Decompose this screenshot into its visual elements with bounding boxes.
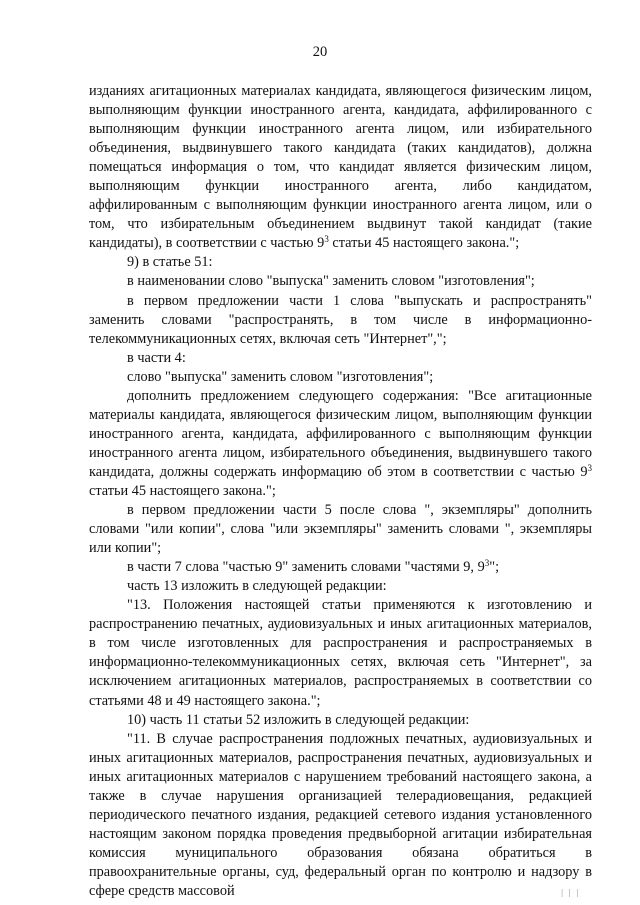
page-number: 20 <box>312 44 328 60</box>
paragraph-part-7 <box>89 558 592 577</box>
paragraph-continuation <box>89 82 592 253</box>
paragraph-part-1: в первом предложении части 1 слова "выпускать и распространять" заменить словами "распространять, в том числе в информационно-телекоммуникационных сетях, включая сеть "Интернет","; <box>89 292 592 347</box>
paragraph-part-5: в первом предложении части 5 после слова ", экземпляры" дополнить словами "или копии", слова "или экземпляры" заменить словами ", экземпляры или копии"; <box>89 502 592 557</box>
paragraph-part-13-intro: часть 13 изложить в следующей редакции: <box>127 578 387 595</box>
paragraph-part-11-text: "11. В случае распространения подложных печатных, аудиовизуальных и иных агитационных материалов, распространения печатных, аудиовизуальных и иных агитационных материалов с нарушением требований настоящего закона, а также в случае нарушения организацией телерадиовещания, редакцией периодического печатного издания, редакцией сетевого издания установленного настоящим законом порядка проведения предвыборной агитации избирательная комиссия муниципального образования обязана обратиться в правоохранительные органы, суд, федеральный орган по контролю и надзору в сфере средств массовой <box>89 730 592 899</box>
paragraph-text: в части 7 слова "частью 9" заменить словами "частями 9, 9 <box>127 559 485 576</box>
paragraph-text: изданиях агитационных материалах кандидата, являющегося физическим лицом, выполняющим функции иностранного агента, кандидата, аффилированного с выполняющим функции иностранного агента лицом, или избирательного объединения, выдвинувшего такого кандидата (таких кандидатов), должна помещаться информация о том, что кандидат является физическим лицом, выполняющим функции иностранного агента, либо кандидатом, аффилированным с выполняющим функции иностранного агента лицом, или о том, что избирательным объединением выдвинут такой кандидат (такие кандидаты), в соответствии с частью 9 <box>89 83 592 252</box>
paragraph-part-4: в части 4: <box>127 349 186 366</box>
paragraph-text-end: статьи 45 настоящего закона."; <box>89 482 276 499</box>
document-body <box>89 82 592 901</box>
item-10-heading: 10) часть 11 статьи 52 изложить в следующей редакции: <box>127 711 470 728</box>
paragraph-text: дополнить предложением следующего содержания: "Все агитационные материалы кандидата, являющегося физическим лицом, выполняющим функции иностранного агента, кандидата, аффилированного с выполняющим функции иностранного агента лицом, избирательного объединения, выдвинувшего такого кандидата, должны содержать информацию об этом в соответствии с частью 9 <box>89 387 592 480</box>
paragraph-word-replace: слово "выпуска" заменить словом "изготовления"; <box>127 368 434 385</box>
superscript: 3 <box>484 558 490 569</box>
paragraph-add-sentence <box>89 387 592 501</box>
superscript: 3 <box>587 462 592 473</box>
paragraph-part-13-text: "13. Положения настоящей статьи применяются к изготовлению и распространению печатных, аудиовизуальных и иных агитационных материалов, в том числе изготовленных для распространения и распространяемых в информационно-телекоммуникационных сетях, включая сеть "Интернет", за исключением агитационных материалов, распространяемых в соответствии со статьями 48 и 49 настоящего закона."; <box>89 597 592 709</box>
item-9-heading: 9) в статье 51: <box>127 254 213 271</box>
corner-mark: | | | <box>561 888 580 897</box>
superscript: 3 <box>324 234 329 245</box>
paragraph-title-change: в наименовании слово "выпуска" заменить словом "изготовления"; <box>127 273 535 290</box>
paragraph-text-end: статьи 45 настоящего закона."; <box>328 235 520 252</box>
paragraph-text-end: "; <box>489 559 500 576</box>
